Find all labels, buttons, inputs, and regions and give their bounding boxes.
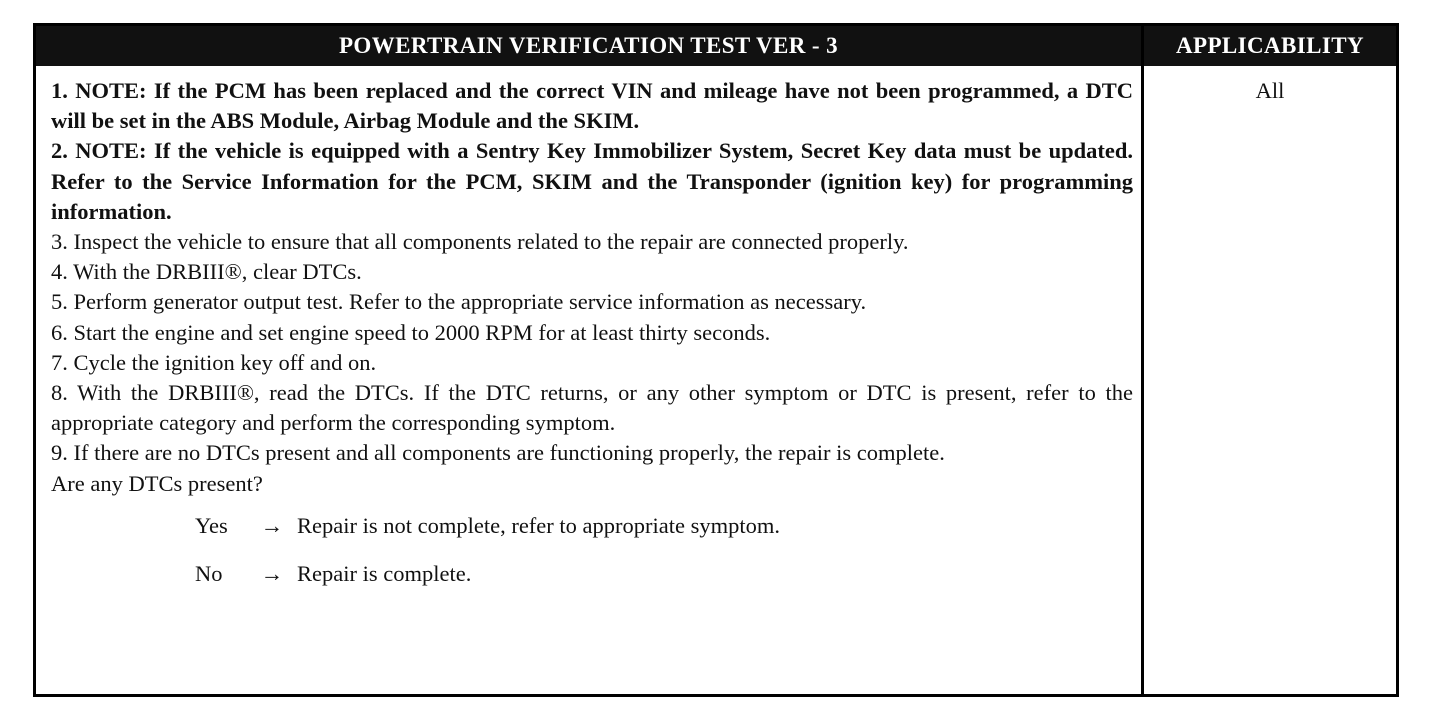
right-arrow-icon: → bbox=[260, 512, 284, 538]
answer-no-text: Repair is complete. bbox=[297, 560, 472, 586]
test-steps bbox=[36, 66, 1144, 694]
answer-no-label: No bbox=[195, 560, 223, 586]
step-6: 6. Start the engine and set engine speed to 2000 RPM for at least thirty seconds. bbox=[51, 319, 771, 345]
answer-yes-label: Yes bbox=[195, 512, 228, 538]
applicability-value: All bbox=[1255, 78, 1285, 103]
step-7: 7. Cycle the ignition key off and on. bbox=[51, 349, 377, 375]
test-question: Are any DTCs present? bbox=[51, 470, 263, 496]
right-arrow-icon: → bbox=[260, 560, 284, 586]
step-5: 5. Perform generator output test. Refer to the appropriate service information as necessary. bbox=[51, 289, 867, 315]
applicability-header: APPLICABILITY bbox=[1144, 26, 1396, 66]
applicability-cell bbox=[1144, 66, 1396, 694]
answer-yes bbox=[51, 502, 1133, 550]
step-4: 4. With the DRBIII®, clear DTCs. bbox=[51, 259, 362, 285]
step-2: 2. NOTE: If the vehicle is equipped with a Sentry Key Immobilizer System, Secret Key data must be updated. Refer to the Service Information for the PCM, SKIM and the Transponder (ignition key) for programming information. bbox=[51, 138, 1133, 224]
verification-test-table bbox=[33, 23, 1399, 697]
answer-no bbox=[51, 550, 1133, 598]
step-8: 8. With the DRBIII®, read the DTCs. If the DTC returns, or any other symptom or DTC is present, refer to the appropriate category and perform the corresponding symptom. bbox=[51, 380, 1133, 436]
step-3: 3. Inspect the vehicle to ensure that all components related to the repair are connected properly. bbox=[51, 229, 909, 255]
step-1: 1. NOTE: If the PCM has been replaced and the correct VIN and mileage have not been programmed, a DTC will be set in the ABS Module, Airbag Module and the SKIM. bbox=[51, 78, 1133, 134]
answer-yes-text: Repair is not complete, refer to appropriate symptom. bbox=[297, 512, 780, 538]
table-title: POWERTRAIN VERIFICATION TEST VER - 3 bbox=[36, 26, 1144, 66]
step-9: 9. If there are no DTCs present and all components are functioning properly, the repair is complete. bbox=[51, 440, 945, 466]
